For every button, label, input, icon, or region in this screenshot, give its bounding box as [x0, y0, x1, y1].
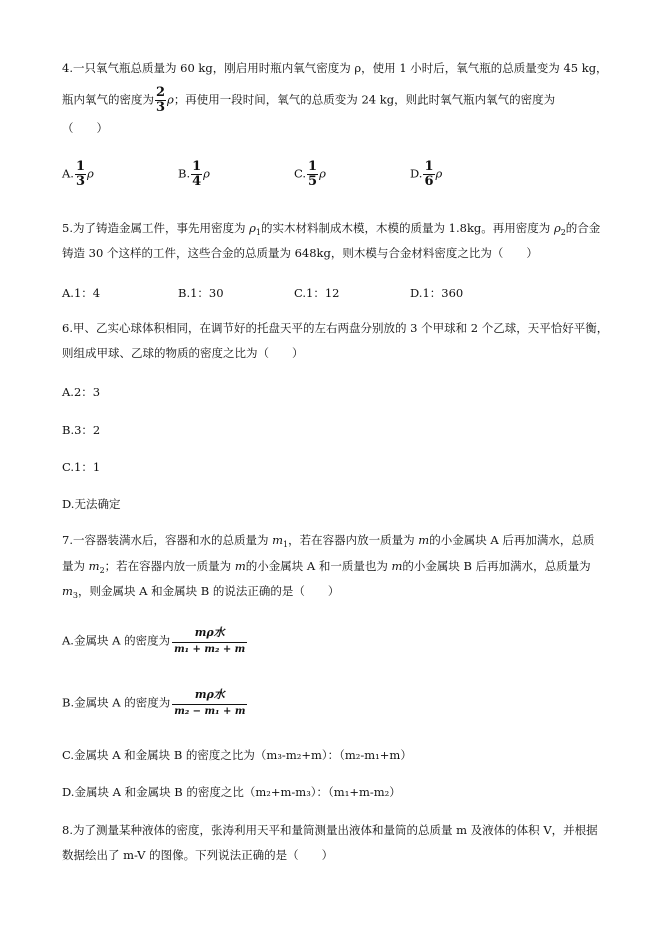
q7-line3	[62, 583, 339, 599]
q6-option-b[interactable]: B.3：2	[62, 423, 101, 437]
q7-text: 的小金属块 B 后再加满水，总质量为	[402, 559, 591, 573]
option-label: C.	[294, 166, 307, 181]
q7-text: 7.一容器装满水后，容器和水的总质量为	[62, 533, 273, 547]
q7-m: m	[418, 533, 430, 547]
q7-text: ，则金属块 A 和金属块 B 的说法正确的是（ ）	[78, 584, 340, 598]
option-label: A.	[62, 166, 74, 181]
q7-text: ，若在容器内放一质量为	[288, 533, 419, 547]
option-rho: ρ	[435, 166, 443, 181]
q5-option-c[interactable]: C.1：12	[294, 286, 340, 300]
option-den: 4	[192, 174, 202, 189]
option-rho: ρ	[87, 166, 94, 181]
q5-text-b: 的实木材料制成木模，木模的质量为 1.8kg。再用密度为	[261, 221, 554, 235]
q7-option-d[interactable]: D.金属块 A 和金属块 B 的密度之比（m₂+m-m₃）：（m₁+m-m₂）	[62, 785, 401, 799]
q6-line2: 则组成甲球、乙球的物质的密度之比为（ ）	[62, 346, 304, 360]
q7-sub: 1	[283, 540, 289, 549]
q7-option-a-fraction	[172, 626, 247, 657]
q5-option-a[interactable]: A.1：4	[62, 286, 101, 300]
option-rho: ρ	[319, 166, 326, 181]
q7-line2	[62, 558, 591, 574]
option-num: 1	[192, 159, 202, 174]
option-label: B.金属块 A 的密度为	[62, 695, 171, 710]
option-den: 3	[75, 174, 86, 189]
q4-fraction	[155, 86, 166, 115]
q5-line1	[62, 220, 600, 236]
q4-fraction-den: 3	[156, 100, 166, 115]
q7-m: m	[62, 584, 73, 598]
q7-sub: 3	[72, 591, 78, 600]
option-num: 1	[424, 159, 434, 174]
q5-option-b[interactable]: B.1：30	[178, 286, 224, 300]
option-rho: ρ	[203, 166, 210, 181]
q6-line1: 6.甲、乙实心球体积相同，在调节好的托盘天平的左右两盘分别放的 3 个甲球和 2 个乙球，天平恰好平衡，	[62, 321, 609, 335]
q5-text-c: 的合金	[565, 221, 601, 235]
option-den: m₁ + m₂ + m	[174, 644, 246, 655]
q4-line1: 4.一只氧气瓶总质量为 60 kg，刚启用时瓶内氧气密度为 ρ，使用 1 小时后，氧气瓶的总质量变为 45 kg，	[62, 61, 608, 75]
q7-text: 量为	[62, 559, 89, 573]
q6-option-d[interactable]: D.无法确定	[62, 497, 121, 511]
q5-line2: 铸造 30 个这样的工件，这些合金的总质量为 648kg，则木模与合金材料密度之比为（ ）	[62, 246, 538, 260]
q7-m: m	[88, 559, 100, 573]
q5-rho2: ρ	[553, 221, 561, 235]
q7-m: m	[272, 533, 284, 547]
option-num: mρ水	[172, 688, 247, 705]
q8-line2: 数据绘出了 m-V 的图像。下列说法正确的是（ ）	[62, 848, 334, 862]
q7-m: m	[391, 559, 403, 573]
option-num: 1	[308, 159, 318, 174]
q7-m: m	[234, 559, 246, 573]
option-den: 6	[424, 174, 434, 189]
q4-rho: ρ	[167, 92, 174, 107]
q5-text-a: 5.为了铸造金属工件，事先用密度为	[62, 221, 250, 235]
q6-option-a[interactable]: A.2：3	[62, 385, 101, 399]
q5-sub2: 2	[560, 228, 566, 237]
q7-text: 的小金属块 A 后再加满水，总质	[429, 533, 595, 547]
q4-fraction-num: 2	[156, 85, 166, 100]
option-num: 1	[75, 159, 86, 174]
option-label: B.	[178, 166, 191, 181]
option-den: 5	[308, 174, 318, 189]
q7-option-b-fraction	[172, 688, 247, 719]
q7-text: 的小金属块 A 和一质量也为	[245, 559, 392, 573]
option-num: mρ水	[172, 626, 247, 643]
q4-line2	[62, 86, 555, 115]
q7-line1	[62, 532, 594, 548]
option-den: m₂ − m₁ + m	[174, 706, 246, 717]
q4-option-b[interactable]	[178, 160, 210, 189]
q8-line1: 8.为了测量某种液体的密度，张涛利用天平和量筒测量出液体和量筒的总质量 m 及液体的体积 V，并根据	[62, 823, 598, 837]
q4-option-c[interactable]	[294, 160, 326, 189]
q7-text: ；若在容器内放一质量为	[104, 559, 235, 573]
q6-option-c[interactable]: C.1：1	[62, 460, 101, 474]
q5-sub1: 1	[255, 228, 261, 237]
q7-sub: 2	[99, 566, 105, 575]
q4-option-a[interactable]	[62, 160, 94, 189]
q4-option-d[interactable]	[410, 160, 442, 189]
q7-option-a[interactable]	[62, 626, 247, 657]
q4-line2-post: ；再使用一段时间，氧气的总质变为 24 kg，则此时氧气瓶内氧气的密度为	[173, 92, 556, 107]
option-label: D.	[410, 166, 423, 181]
option-label: A.金属块 A 的密度为	[62, 633, 171, 648]
q4-answer-paren: （ ）	[62, 121, 108, 135]
q7-option-b[interactable]	[62, 688, 247, 719]
q4-line2-pre: 瓶内氧气的密度为	[62, 92, 154, 107]
q7-option-c[interactable]: C.金属块 A 和金属块 B 的密度之比为（m₃-m₂+m）：（m₂-m₁+m）	[62, 748, 412, 762]
q5-option-d[interactable]: D.1：360	[410, 286, 464, 300]
q5-rho1: ρ	[249, 221, 256, 235]
